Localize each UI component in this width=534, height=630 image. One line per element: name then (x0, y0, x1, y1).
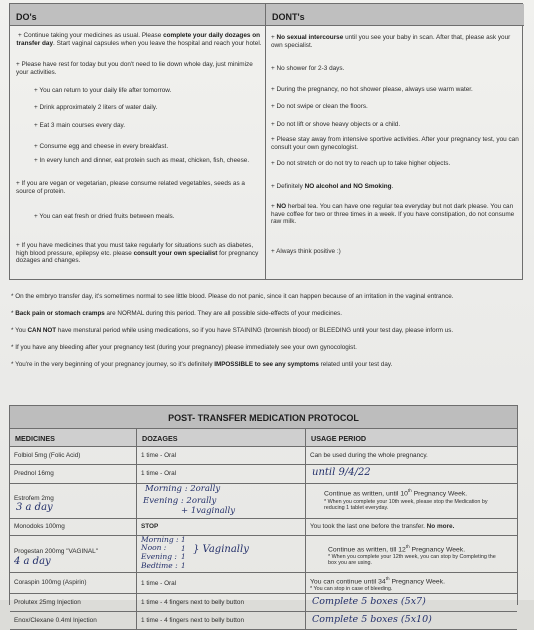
dozage-handwritten: Morning : (141, 535, 179, 544)
medicine-name: Coraspin 100mg (Aspirin) (14, 579, 87, 586)
col-header-usage: USAGE PERIOD (311, 434, 367, 443)
medicine-name: Prednol 16mg (14, 470, 54, 477)
table-row (10, 465, 517, 484)
usage-period: You can continue until 34th Pregnancy Week. (310, 576, 445, 586)
do-item: + Please have rest for today but you don't need to lie down whole day, just minimize your activities. (16, 61, 253, 76)
dozage: 1 time - Oral (141, 580, 177, 587)
medication-header-row (10, 429, 517, 447)
note-item: * On the embryo transfer day, it's sometimes normal to see little blood. Please do not panic, since it can happen because of an irritation in the vaginal entrance. (11, 293, 454, 300)
usage-note: * When you complete your 10th week, please stop the Medication by reducing 1 tablet everyday. (324, 499, 488, 512)
do-item: + Eat 3 main courses every day. (34, 122, 125, 129)
dozage: 1 time - 4 fingers next to belly button (141, 617, 245, 624)
dont-item: + No sexual intercourse until you see your baby in scan. After that, please ask your own specialist. (271, 34, 511, 49)
dont-item: + NO herbal tea. You can have one regular tea everyday but not dark please. You can have coffee for two or three times in a week. If you have constipation, do not consume raw milk. (271, 203, 515, 226)
dos-header: DO's (10, 4, 265, 26)
table-row (10, 484, 517, 519)
do-item: + You can eat fresh or dried fruits between meals. (34, 213, 175, 220)
medicine-name: Estrofem 2mg (14, 495, 54, 502)
table-row (10, 536, 517, 573)
dozage-handwritten: + 1vaginally (181, 506, 236, 516)
medication-title: POST- TRANSFER MEDICATION PROTOCOL (10, 406, 517, 429)
do-item: + In every lunch and dinner, eat protein such as meat, chicken, fish, cheese. (34, 157, 250, 164)
col-header-medicines: MEDICINES (10, 429, 137, 446)
medication-table (9, 405, 518, 625)
dozage: 1 time - 4 fingers next to belly button (141, 599, 245, 606)
note-item: * You CAN NOT have menstural period while using medications, so if you have STAINING (brownish blood) or BLEEDING until your test day, please inform us. (11, 327, 454, 334)
note-item: * Back pain or stomach cramps are NORMAL during this period. They are all possible side-effects of your medicines. (11, 310, 342, 317)
dont-item: + Always think positive :) (271, 248, 341, 255)
dozage-handwritten: Morning : 2orally (145, 484, 221, 494)
dozage: 1 time - Oral (141, 470, 177, 477)
do-item: + Continue taking your medicines as usual. Please complete your daily dozages on transfer day. Start vaginal capsules when you leave the hospital and reach your hotel. (16, 32, 262, 47)
usage-note: * When you complete your 12th week, you can stop by Completing the box you are using. (328, 554, 496, 567)
table-row (10, 612, 517, 630)
medicine-name: Folbiol 5mg (Folic Acid) (14, 452, 81, 459)
usage-period-handwritten: Complete 5 boxes (5x10) (312, 614, 432, 625)
usage-period-handwritten: until 9/4/22 (312, 467, 371, 478)
usage-period: You took the last one before the transfer. No more. (310, 523, 455, 530)
dozage-handwritten: Bedtime : (141, 561, 178, 570)
dozage-handwritten-counts: 1 1 1 1 (181, 535, 186, 570)
medicine-name: Prolutex 25mg Injection (14, 599, 81, 606)
dozage-handwritten: Noon : (141, 543, 167, 552)
donts-header: DONT's (266, 4, 524, 26)
medicine-name: Progestan 200mg "VAGINAL" (14, 548, 98, 555)
dont-item: + Definitely NO alcohol and NO Smoking. (271, 183, 394, 190)
usage-period: Continue as written, until 10th Pregnancy Week. (324, 488, 468, 498)
note-item: * You're in the very beginning of your pregnancy journey, so it's definitely IMPOSSIBLE to see any symptoms related until your test day. (11, 361, 393, 368)
dozage-handwritten-brace: } Vaginally (193, 544, 249, 555)
dozage-handwritten: Evening : 2orally (143, 496, 217, 506)
do-item: + If you have medicines that you must take regularly for situations such as diabetes, high blood pressure, epilepsy etc. please consult your own specialist for pregnancy dozages and changes. (16, 242, 259, 265)
usage-period: Continue as written, till 12th Pregnancy Week. (328, 544, 466, 554)
do-item: + You can return to your daily life after tomorrow. (34, 87, 172, 94)
dont-item: + Please stay away from intensive sportive activities. After your pregnancy test, you can consult your own gynecologist. (271, 136, 519, 151)
usage-period-handwritten: Complete 5 boxes (5x7) (312, 596, 426, 607)
medicine-name: Enox/Clexane 0.4ml Injection (14, 617, 97, 624)
medicine-note-handwritten: 3 a day (16, 502, 53, 513)
dont-item: + Do not stretch or do not try to reach up to take higher objects. (271, 160, 451, 167)
medicine-name: Monodoks 100mg (14, 523, 65, 530)
table-row (10, 447, 517, 465)
dozage: STOP (141, 523, 159, 530)
note-item: * If you have any bleeding after your pregnancy test (during your pregnancy) please immediately see your own gynocologist. (11, 344, 357, 351)
dos-column (10, 4, 266, 279)
dozage-handwritten: Evening : (141, 552, 177, 561)
dont-item: + Do not lift or shove heavy objects or a child. (271, 121, 401, 128)
do-item: + Drink approximately 2 liters of water daily. (34, 104, 158, 111)
dont-item: + During the pregnancy, no hot shower please, always use warm water. (271, 86, 473, 93)
medicine-note-handwritten: 4 a day (14, 556, 51, 567)
table-row (10, 519, 517, 536)
do-item: + If you are vegan or vegetarian, please consume related vegetables, seeds as a source of protein. (16, 180, 245, 195)
dos-donts-table (9, 3, 523, 280)
dozage: 1 time - Oral (141, 452, 177, 459)
col-header-dozages: DOZAGES (137, 429, 306, 446)
do-item: + Consume egg and cheese in every breakfast. (34, 143, 169, 150)
donts-column (266, 4, 524, 279)
dont-item: + No shower for 2-3 days. (271, 65, 345, 72)
table-row (10, 573, 517, 594)
dont-item: + Do not swipe or clean the floors. (271, 103, 368, 110)
usage-note: * You can stop in case of bleeding. (310, 586, 393, 592)
table-row (10, 594, 517, 612)
usage-period: Can be used during the whole pregnancy. (310, 452, 428, 459)
